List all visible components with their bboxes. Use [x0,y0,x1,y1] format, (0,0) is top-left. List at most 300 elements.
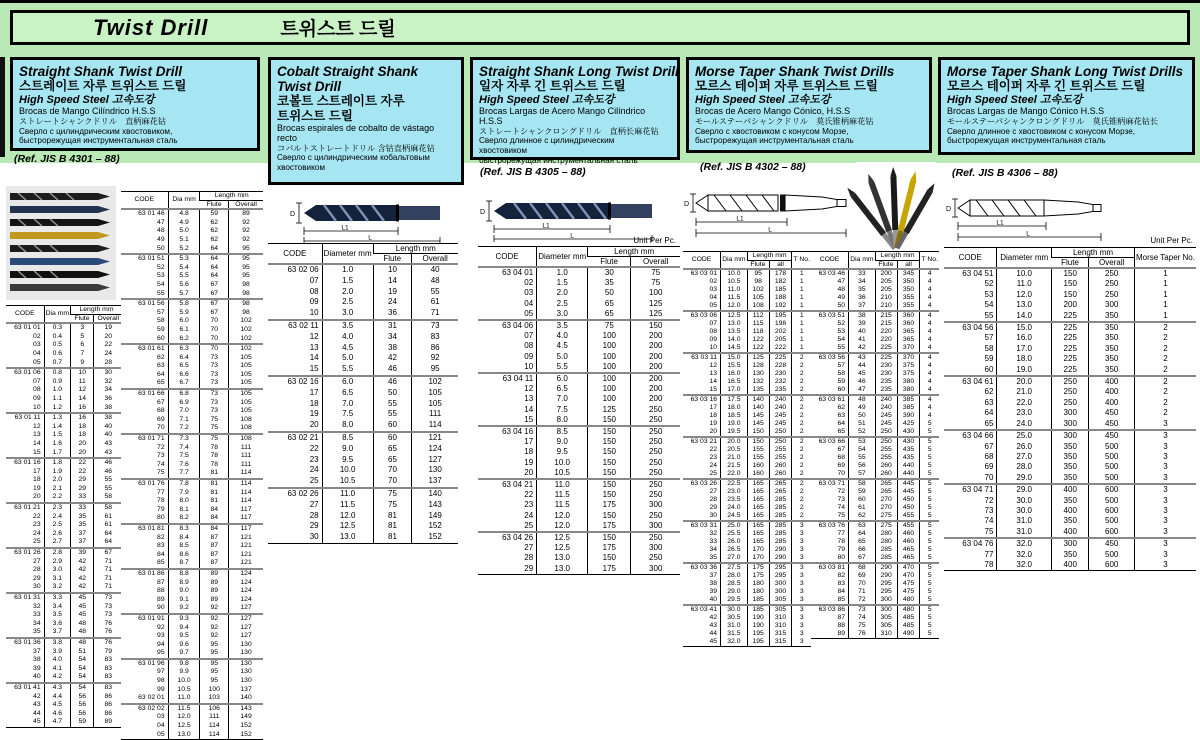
column-header: Length mm [588,247,680,257]
table-row: 63 02 21 8.5 60 121 [268,432,458,444]
title-bar [10,10,1190,45]
dim-label-l: L [768,226,772,234]
table-row: 67 6.9 73 105 [121,399,263,408]
table-row: 23 21.0 155 255 2 [683,454,811,462]
column-header: Flute [1061,258,1079,267]
table-row: 87 74 305 485 5 [811,614,939,622]
text-line: Morse Taper Shank Twist Drills [695,64,895,79]
table-row: 64 51 245 425 5 [811,420,939,428]
table-row: 29 24.0 165 285 2 [683,504,811,512]
table-row: 25 22.0 160 260 2 [683,470,811,479]
table-row: 03 2.0 50 100 [478,288,680,298]
table-row: 39 4.1 54 83 [6,665,122,674]
text-line: モールステーパシャンクロングドリル 莫氏锥柄麻花钻长 [947,116,1159,126]
table-row: 74 7.6 78 111 [121,461,263,470]
text-line: Сверло с хвостовиком с конусом Морзе, [695,126,849,136]
text-line: быстрорежущая инструментальная сталь [695,136,854,146]
column-header: Flute [878,260,894,268]
table-row: 79 8.1 84 117 [121,506,263,515]
column-header: Overall [1089,258,1135,269]
table-row: 98 10.0 95 130 [121,677,263,686]
table-row: 28 23.5 165 285 2 [683,496,811,504]
table-row: 63 04 51 10.0 150 250 1 [944,268,1196,279]
table-row: 63 03 66 53 250 430 5 [811,437,939,446]
column-header: Dia mm [849,252,876,270]
table-row: 23 9.5 65 127 [268,455,458,466]
text-line: Cobalt Straight Shank [277,64,419,79]
table-row: 48 35 205 350 4 [811,286,939,294]
table-row: 68 7.0 73 105 [121,407,263,416]
table-row: 20 19.5 150 250 2 [683,428,811,437]
table-row: 22 2.4 35 61 [6,513,122,522]
catalog-table [683,251,811,647]
table-row: 99 10.5 100 137 [121,686,263,695]
table-row: 22 11.5 150 250 [478,490,680,500]
section-subtitles [695,107,923,146]
table-row: 27 23.0 165 265 2 [683,488,811,496]
table-row: 03 12.0 111 149 [121,713,263,722]
table-row: 62 21.0 250 400 2 [944,387,1196,397]
text-line: Сверло с цилиндрическим кобальтовым [277,153,430,163]
table-row: 58 6.0 70 102 [121,317,263,326]
text-line: Сверло длинное с хвостовиком с конусом Морзе, [947,126,1136,136]
table-row: 35 3.7 48 76 [6,628,122,638]
section-title-korean [695,79,923,94]
column-header: Flute [206,200,222,208]
table-row: 63 01 41 4.3 54 83 [6,683,122,693]
column-header: CODE [478,247,537,268]
table-row: 63 03 36 27.5 175 295 3 [683,563,811,572]
text-line: Brocas de Mango Cilíndrico H.S.S [19,106,156,116]
table-row: 55 14.0 225 350 1 [944,311,1196,322]
table-row: 63 01 21 2.3 33 58 [6,503,122,513]
section-header-morse-taper [686,57,932,153]
table-row: 72 30.0 350 500 3 [944,496,1196,506]
table-row: 63 03 81 68 290 470 5 [811,563,939,572]
table-row: 32 25.5 165 285 3 [683,530,811,538]
table-row: 90 9.2 92 127 [121,604,263,614]
table-row: 45 32.0 195 315 3 [683,638,811,647]
table-row: 37 28.0 175 295 3 [683,572,811,580]
table-row: 08 1.0 12 34 [6,386,122,395]
long-straight-drill-diagram [480,191,672,243]
table-row: 30 3.2 42 71 [6,583,122,593]
table-row: 07 4.0 100 200 [478,331,680,341]
section-title-korean [479,79,671,94]
table-row: 63 03 01 10.0 95 178 1 [683,269,811,278]
hss-label: High Speed Steel 고속도강 [947,94,1083,106]
table-row: 19 19.0 145 245 2 [683,420,811,428]
table-row: 23 2.5 35 61 [6,521,122,530]
table-row: 85 72 300 480 5 [811,596,939,605]
section-header-straight-shank-long [470,57,680,165]
table-row: 82 8.4 87 121 [121,534,263,543]
text-line: Сверло с цилиндрическим хвостовиком, [19,126,173,136]
column-header: Length mm [200,192,263,201]
table-row: 13 4.5 38 86 [268,343,458,354]
table-row: 69 7.1 75 108 [121,416,263,425]
table-row: 83 70 295 475 5 [811,580,939,588]
section-subtitles [479,107,671,166]
table-row: 63 03 11 15.0 125 225 2 [683,353,811,362]
taper-drill-diagram [684,182,852,240]
dim-label-l1: L1 [341,224,349,232]
section-header-morse-taper-long [938,57,1195,155]
table-row: 54 13.0 200 300 1 [944,300,1196,310]
table-row: 05 12.0 108 192 1 [683,302,811,311]
table-row: 20 8.0 60 114 [268,420,458,432]
table-row: 54 5.6 67 98 [121,281,263,290]
table-row: 15 1.7 20 43 [6,449,122,459]
table-row: 14 7.5 125 250 [478,405,680,415]
table-row: 63 03 61 48 240 385 4 [811,395,939,404]
table-row: 33 3.5 45 73 [6,611,122,620]
column-header: Overall [412,254,458,265]
table-row: 07 13.0 115 198 1 [683,320,811,328]
table-row: 29 3.1 42 71 [6,575,122,584]
table-row: 82 69 290 470 5 [811,572,939,580]
table-row: 22 20.5 155 255 2 [683,446,811,454]
table-row: 63 01 96 9.8 95 130 [121,659,263,669]
table-row: 63 04 76 32.0 300 450 3 [944,538,1196,549]
text-line: Straight Shank Long Twist Drill [479,64,679,79]
table-row: 52 39 215 360 4 [811,320,939,328]
drill-bits-photo-image [6,186,116,300]
table-row: 78 65 280 460 5 [811,538,939,546]
table-row: 28 3.0 42 71 [6,566,122,575]
table-row: 47 34 205 350 4 [811,278,939,286]
table-row: 69 28.0 350 500 3 [944,462,1196,472]
table-row: 55 5.7 67 98 [121,290,263,300]
table-row: 25 12.0 175 300 [478,521,680,532]
table-row: 53 40 220 365 4 [811,328,939,336]
table-row: 18 9.5 150 250 [478,447,680,457]
table-row: 12 1.4 18 40 [6,423,122,432]
table-row: 57 44 230 375 4 [811,362,939,370]
table-row: 13 7.0 100 200 [478,394,680,404]
table-row: 63 03 41 30.0 185 305 3 [683,605,811,614]
text-line: Brocas Largas de Acero Mango Cilíndrico H.S.S [479,106,646,126]
table-row: 18 7.0 55 105 [268,399,458,410]
column-header: Overall [631,257,680,268]
column-header: Overall [229,200,263,209]
table-row: 63 22.0 250 400 2 [944,398,1196,408]
table-row: 15 5.5 46 95 [268,364,458,376]
table-row: 72 7.4 78 111 [121,444,263,453]
section-title [695,64,923,79]
table-row: 63 01 56 5.8 67 98 [121,299,263,309]
column-header: Overall [94,314,122,323]
table-row: 17 6.5 50 105 [268,388,458,399]
table-row: 29 13.0 175 300 [478,564,680,575]
dim-label-l1: L1 [736,215,744,223]
drill-bits-photo [6,186,116,300]
table-row: 63 04 06 3.5 75 150 [478,320,680,331]
catalog-table [121,191,263,740]
text-line: 코볼트 스트레이트 자루 [277,94,405,108]
table-row: 74 31.0 350 500 3 [944,516,1196,526]
text-line: 모르스 테이퍼 자루 트위스트 드릴 [695,79,878,93]
text-line: Brocas espirales de cobalto de vástago recto [277,123,435,143]
section-title-korean [277,94,455,124]
table-row: 63 03 16 17.5 140 240 2 [683,395,811,404]
table-row: 73 30.0 400 600 3 [944,506,1196,516]
table-row: 45 4.7 59 89 [6,718,122,727]
text-line: ストレートシャンクドリル 直柄麻花钻 [19,116,167,126]
table-row: 40 29.5 185 305 3 [683,596,811,605]
table-row: 63 02 16 6.0 46 102 [268,376,458,388]
table-row: 88 75 305 485 5 [811,622,939,630]
table-morse-taper-long [944,247,1196,571]
jis-ref-4302: (Ref. JIS B 4302 – 88) [700,161,806,173]
table-row: 07 1.5 14 48 [268,276,458,287]
table-row: 95 9.7 95 130 [121,649,263,659]
table-row: 27 2.9 42 71 [6,558,122,567]
column-header: Flute [750,260,766,268]
column-header: Diameter mm [997,248,1052,269]
column-header: Length mm [1052,248,1135,258]
text-line: 스트레이트 자루 트위스트 드릴 [19,79,187,93]
column-header: Length mm [373,244,458,254]
table-row: 63 03 51 38 215 360 4 [811,311,939,320]
column-header: Length mm [71,306,122,315]
table-row: 67 26.0 350 500 3 [944,442,1196,452]
table-row: 24 21.5 160 260 2 [683,462,811,470]
table-row: 63 03 06 12.5 112 195 1 [683,311,811,320]
table-cobalt [268,243,458,544]
table-row: 05 0.7 9 28 [6,359,122,369]
table-row: 03 11.0 102 185 1 [683,286,811,294]
table-row: 40 4.2 54 83 [6,673,122,683]
table-row: 38 28.5 180 300 3 [683,580,811,588]
table-row: 94 9.6 95 130 [121,641,263,650]
page-title-korean: 트위스트 드릴 [280,19,396,40]
table-row: 79 66 285 465 5 [811,546,939,554]
table-row: 63 02 26 11.0 75 140 [268,488,458,500]
table-row: 13 16.0 130 230 2 [683,370,811,378]
table-row: 65 52 250 430 5 [811,428,939,437]
unit-per-pc-label: Unit Per Pc. [633,236,676,245]
section-header-straight-shank [10,57,260,151]
table-row: 63 03 76 63 275 455 5 [811,521,939,530]
table-row: 63 01 71 7.3 75 108 [121,434,263,444]
column-header: Dia mm [721,252,748,270]
table-row: 83 8.5 87 121 [121,542,263,551]
table-row: 77 7.9 81 114 [121,489,263,498]
table-row: 48 5.0 62 92 [121,227,263,236]
table-row: 60 47 235 380 4 [811,386,939,395]
column-header: Morse Taper No. [1134,248,1196,269]
table-row: 63 01 26 2.8 39 67 [6,548,122,558]
column-header: CODE [683,252,721,270]
table-row: 22 9.0 65 124 [268,444,458,455]
table-row: 63 02 06 1.0 10 40 [268,264,458,276]
table-row: 27 12.5 175 300 [478,543,680,553]
table-row: 63 01 11 1.3 16 38 [6,413,122,423]
table-row: 02 0.4 5 20 [6,333,122,342]
table-row: 65 24.0 300 450 3 [944,419,1196,430]
text-line: Brocas de Acero Mango Cónico, H.S.S [695,106,851,116]
table-row: 49 36 210 355 4 [811,294,939,302]
table-row: 58 45 230 375 4 [811,370,939,378]
table-row: 33 26.0 165 285 3 [683,538,811,546]
table-row: 75 7.7 81 114 [121,469,263,479]
table-row: 75 62 275 455 5 [811,512,939,521]
dim-label-l1: L1 [542,222,550,230]
table-row: 28 12.0 81 149 [268,511,458,522]
section-subtitles [277,124,455,173]
table-row: 13 1.5 18 40 [6,431,122,440]
text-line: コバルトストレートドリル 含钴直柄麻花钻 [277,143,435,153]
table-row: 19 10.0 150 250 [478,458,680,468]
table-row: 25 10.5 70 137 [268,476,458,488]
table-row: 63 03 26 22.5 165 265 2 [683,479,811,488]
table-row: 63 04 56 15.0 225 350 2 [944,322,1196,333]
straight-drill-diagram [290,193,460,245]
text-line: быстрорежущая инструментальная сталь [19,136,178,146]
table-row: 02 1.5 35 75 [478,278,680,288]
text-line: 일자 자루 긴 트위스트 드릴 [479,79,626,93]
table-row: 30 13.0 81 152 [268,532,458,543]
table-row: 53 12.0 150 250 1 [944,290,1196,300]
table-row: 58 17.0 225 350 2 [944,344,1196,354]
section-header-cobalt [268,57,464,185]
table-row: 63 02 02 11.5 106 143 [121,704,263,714]
section-title [19,64,251,79]
table-row: 14 1.6 20 43 [6,440,122,449]
table-row: 49 5.1 62 92 [121,236,263,245]
section-title [947,64,1186,79]
table-row: 63 04 26 12.5 150 250 [478,532,680,543]
table-row: 63 04 71 29.0 400 600 3 [944,484,1196,495]
table-row: 63 01 51 5.3 64 95 [121,254,263,264]
table-row: 43 31.0 190 310 3 [683,622,811,630]
table-row: 63 03 46 33 200 345 4 [811,269,939,278]
table-straight-shank-b [121,191,263,740]
text-line: Сверло длинное с цилиндрическим [479,136,615,146]
jis-ref-4305: (Ref. JIS B 4305 – 88) [480,166,586,178]
table-row: 57 16.0 225 350 2 [944,333,1196,343]
table-row: 52 11.0 150 250 1 [944,279,1196,289]
column-header: CODE [944,248,997,269]
table-row: 63 01 76 7.8 81 114 [121,479,263,489]
section-subtitles [947,107,1186,146]
table-row: 42 30.5 190 310 3 [683,614,811,622]
table-row: 39 29.0 180 300 3 [683,588,811,596]
table-row: 63 03 21 20.0 150 250 2 [683,437,811,446]
table-row: 60 19.0 225 350 2 [944,365,1196,376]
table-row: 04 12.5 114 152 [121,722,263,731]
text-line: быстрорежущая инструментальная сталь [947,136,1106,146]
table-row: 44 4.6 56 86 [6,710,122,719]
table-row: 10 14.5 122 222 1 [683,344,811,353]
table-row: 63 02 01 11.0 103 140 [121,694,263,704]
dim-label-l: L [368,234,372,242]
table-row: 04 11.5 105 188 1 [683,294,811,302]
table-row: 69 56 260 440 5 [811,462,939,470]
drill-bits-photo-image [856,162,936,254]
table-row: 68 55 255 435 5 [811,454,939,462]
dim-label-l: L [1026,230,1030,238]
table-row: 63 04 66 25.0 300 450 3 [944,430,1196,441]
table-morse-taper-a [683,251,811,647]
table-row: 03 0.5 6 22 [6,341,122,350]
table-row: 80 8.2 84 117 [121,514,263,524]
table-row: 74 61 270 450 5 [811,504,939,512]
column-header: all [769,260,792,269]
table-row: 97 9.9 95 130 [121,668,263,677]
catalog-table [6,305,122,728]
page-title: Twist Drill [93,14,209,40]
table-row: 42 4.4 56 86 [6,693,122,702]
table-row: 55 42 225 370 4 [811,344,939,353]
table-morse-taper-b [811,251,939,639]
table-row: 70 7.2 75 108 [121,424,263,434]
table-row: 17 18.0 140 240 2 [683,404,811,412]
table-row: 59 18.0 225 350 2 [944,354,1196,364]
text-line: быстрорежущая инструментальная сталь [479,155,638,165]
table-row: 63 04 16 8.5 150 250 [478,426,680,437]
table-row: 09 14.0 122 205 1 [683,336,811,344]
table-row: 54 41 220 365 4 [811,336,939,344]
text-line: хвостовиком [479,146,527,156]
table-row: 67 54 255 435 5 [811,446,939,454]
hss-label: High Speed Steel 고속도강 [479,94,615,106]
table-row: 20 10.5 150 250 [478,468,680,479]
table-row: 15 8.0 150 250 [478,415,680,426]
table-row: 63 03 71 58 265 445 5 [811,479,939,488]
table-row: 62 6.4 73 105 [121,354,263,363]
column-header: Length mm [875,252,920,261]
table-row: 35 27.0 170 290 3 [683,554,811,563]
table-row: 63 01 16 1.8 22 46 [6,458,122,468]
table-row: 53 5.5 64 95 [121,272,263,281]
column-header: CODE [811,252,849,270]
catalog-table [811,251,939,639]
table-row: 50 5.2 64 95 [121,245,263,255]
table-row: 70 57 260 440 5 [811,470,939,479]
column-header: Length mm [747,252,792,261]
table-row: 63 01 46 4.8 59 89 [121,209,263,219]
text-line: Morse Taper Shank Long Twist Drills [947,64,1184,79]
table-row: 93 9.5 92 127 [121,632,263,641]
table-row: 10 5.5 100 200 [478,362,680,373]
table-row: 73 60 270 450 5 [811,496,939,504]
column-header: all [897,260,920,269]
hss-label: High Speed Steel 고속도강 [695,94,831,106]
text-line: Twist Drill [277,79,342,94]
text-line: モールステーパシャンクドリル 莫氏锥柄麻花钻 [695,116,874,126]
table-row: 64 23.0 300 450 2 [944,408,1196,418]
section-title [479,64,679,79]
table-row: 09 5.0 100 200 [478,352,680,362]
table-row: 27 11.5 75 143 [268,500,458,511]
table-row: 85 8.7 87 121 [121,559,263,569]
drill-dimension-diagram [684,182,852,240]
table-row: 89 76 310 490 5 [811,630,939,639]
table-row: 63 6.5 73 105 [121,362,263,371]
table-row: 12 15.5 128 228 2 [683,362,811,370]
table-row: 23 11.5 175 300 [478,500,680,510]
table-row: 24 2.6 37 64 [6,530,122,539]
table-row: 18 18.5 145 245 2 [683,412,811,420]
section-subtitles [19,107,251,146]
table-row: 63 03 86 73 300 480 5 [811,605,939,614]
table-row: 65 6.7 73 105 [121,379,263,389]
table-row: 63 02 11 3.5 31 73 [268,320,458,332]
table-row: 04 2.5 65 125 [478,299,680,309]
column-header: CODE [268,244,322,265]
